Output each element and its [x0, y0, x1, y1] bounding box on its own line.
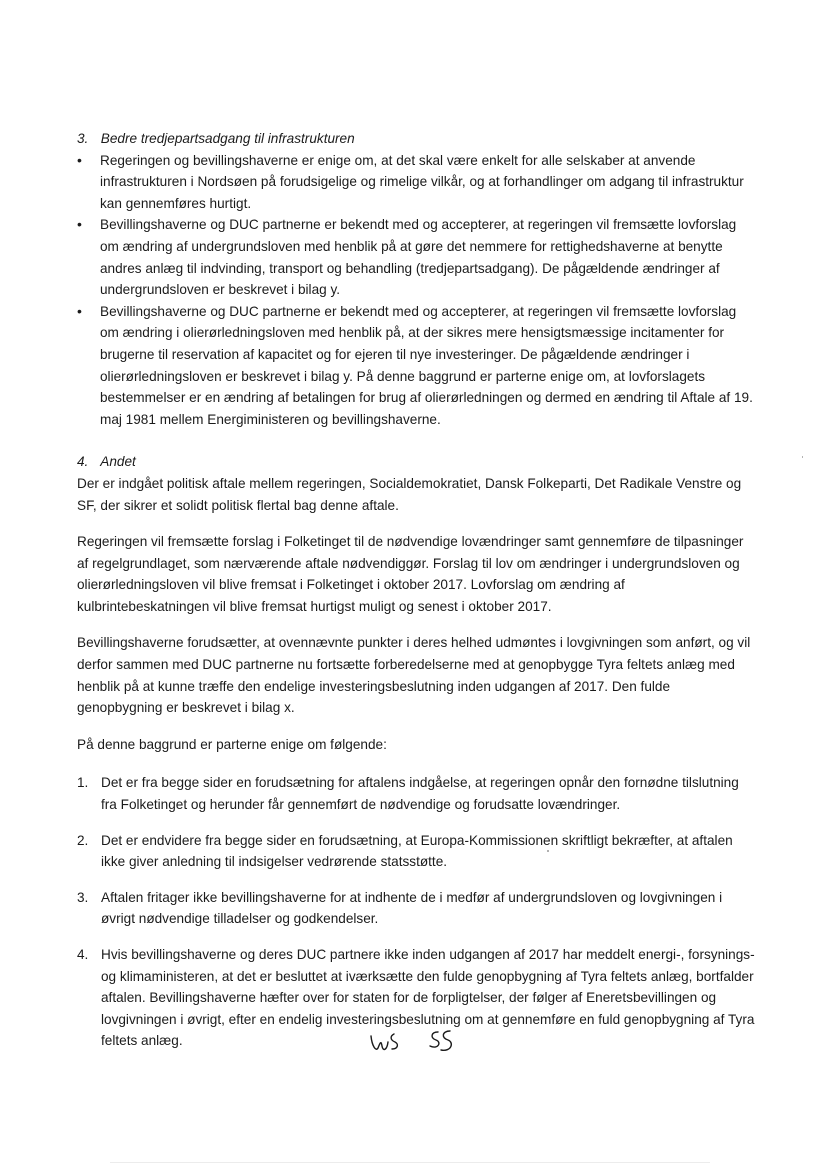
bullet-item — [77, 301, 757, 431]
numbered-item — [77, 772, 757, 815]
paragraph: Regeringen vil fremsætte forslag i Folketinget til de nødvendige lovændringer samt gennemføre de tilpasninger af regelgrundlaget, som nærværende aftale nødvendiggør. Forslag til lov om ændringer i undergrundsloven og olierørledningsloven vil blive fremsat i Folketinget i oktober 2017. Lovforslag om ændring af kulbrintebeskatningen vil blive fremsat hurtigst muligt og senest i oktober 2017. — [77, 534, 744, 614]
bullet-icon: • — [77, 216, 82, 233]
numbered-item — [77, 830, 757, 873]
section-4-title: Andet — [100, 454, 136, 470]
section-3-number: 3. — [77, 131, 89, 146]
item-text: Det er fra begge sider en forudsætning for aftalens indgåelse, at regeringen opnår den fornødne tilslutning fra Folketinget og herunder får gennemført de nødvendige og forudsatte lovændringer. — [101, 775, 739, 813]
item-number: 4. — [77, 947, 89, 962]
bullet-text: Bevillingshaverne og DUC partnerne er bekendt med og accepterer, at regeringen vil fremsætte lovforslag om ændring af undergrundsloven med henblik på at gøre det nemmere for rettighedshaverne at benytte andres anlæg til indvinding, transport og behandling (tredjepartsadgang). De pågældende ændringer af undergrundsloven er beskrevet i bilag y. — [100, 217, 737, 298]
item-text: Aftalen fritager ikke bevillingshaverne for at indhente de i medfør af undergrundsloven og lovgivningen i øvrigt nødvendige tilladelser og godkendelser. — [101, 889, 723, 927]
bullet-item — [77, 214, 757, 300]
paragraph: På denne baggrund er parterne enige om følgende: — [77, 736, 387, 752]
paragraph: Der er indgået politisk aftale mellem regeringen, Socialdemokratiet, Dansk Folkeparti, Det Radikale Venstre og SF, der sikrer et solidt politisk flertal bag denne aftale. — [77, 475, 742, 513]
handwritten-initials-signature — [368, 1026, 458, 1066]
item-text: Hvis bevillingshaverne og deres DUC partnere ikke inden udgangen af 2017 har meddelt energi-, forsynings- og klimaministeren, at det er besluttet at iværksætte den fulde genopbygning af Tyra feltets anlæg, bortfalder aftalen. Bevillingshaverne hæfter over for staten for de forpligtelser, der følger af Eneretsbevillingen og lovgivningen i øvrigt, efter en endelig investeringsbeslutning om at gennemføre en fuld genopbygning af Tyra feltets anlæg. — [101, 947, 755, 1049]
section-3-heading — [77, 128, 757, 150]
bullet-text: Bevillingshaverne og DUC partnerne er bekendt med og accepterer, at regeringen vil fremsætte lovforslag om ændring i olierørledningsloven med henblik på, at der sikres mere hensigtsmæssige incitamenter for brugerne til reservation af kapacitet og for ejeren til nye investeringer. De pågældende ændringer i olierørledningsloven er beskrevet i bilag y. På denne baggrund er parterne enige om, at lovforslagets bestemmelser er en ændring af betalingen for brug af olierørledningen og dermed en ændring til Aftale af 19. maj 1981 mellem Energiministeren og bevillingshaverne. — [100, 303, 753, 427]
item-text: Det er endvidere fra begge sider en forudsætning, at Europa-Kommissionen skriftligt bekræfter, at aftalen ikke giver anledning til indsigelser vedrørende statsstøtte. — [101, 832, 733, 870]
document-body — [77, 128, 757, 1066]
bullet-item — [77, 150, 757, 215]
scan-speck — [802, 456, 803, 458]
item-number: 3. — [77, 889, 89, 905]
scan-edge-line — [110, 1162, 710, 1163]
terms-numbered-list — [77, 772, 757, 1052]
paragraph: Bevillingshaverne forudsætter, at ovennævnte punkter i deres helhed udmøntes i lovgivningen som anført, og vil derfor sammen med DUC partnerne nu fortsætte forberedelserne med at genopbygge Tyra feltets anlæg med henblik på at kunne træffe den endelige investeringsbeslutning inden udgangen af 2017. Den fulde genopbygning er beskrevet i bilag x. — [77, 635, 751, 716]
numbered-item — [77, 887, 757, 930]
bullet-text: Regeringen og bevillingshaverne er enige om, at det skal være enkelt for alle selskaber at anvende infrastrukturen i Nordsøen på forudsigelige og rimelige vilkår, og at forhandlinger om adgang til infrastruktur kan gennemføres hurtigt. — [100, 152, 744, 211]
section-3-bullet-list — [77, 150, 757, 431]
bullet-icon: • — [77, 151, 82, 168]
item-number: 2. — [77, 832, 89, 848]
section-4-number: 4. — [77, 454, 89, 470]
section-3-title: Bedre tredjepartsadgang til infrastrukturen — [100, 131, 355, 146]
section-4-heading — [77, 451, 757, 473]
item-number: 1. — [77, 775, 89, 791]
bullet-icon: • — [77, 302, 82, 319]
scan-speck — [547, 850, 549, 852]
